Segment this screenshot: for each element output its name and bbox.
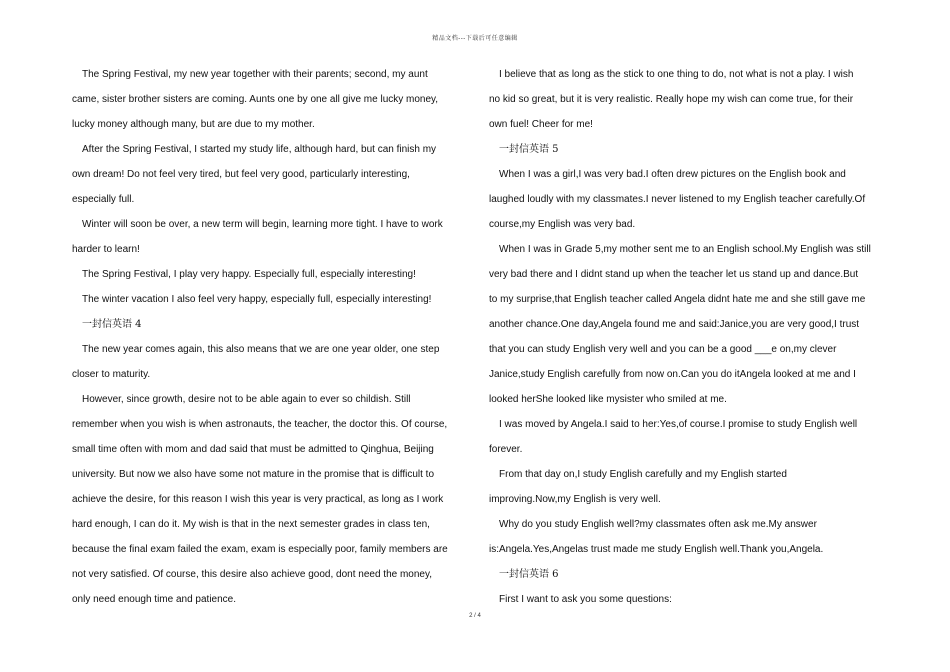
section-heading: 一封信英语 6 (499, 569, 559, 580)
paragraph-line: no kid so great, but it is very realistic. Really hope my wish can come true, for their (489, 94, 854, 105)
page-header: 精品文档---下载后可任意编辑 (432, 35, 518, 42)
paragraph-line: looked herShe looked like mysister who smiled at me. (489, 394, 727, 405)
paragraph-line: only need enough time and patience. (72, 594, 237, 605)
paragraph-line: From that day on,I study English carefully and my English started (499, 469, 787, 480)
paragraph-line: When I was in Grade 5,my mother sent me to an English school.My English was still (499, 244, 871, 255)
paragraph-line: I believe that as long as the stick to one thing to do, not what is not a play. I wish (499, 69, 854, 80)
section-heading: 一封信英语 4 (82, 319, 142, 330)
paragraph-line: that you can study English very well and you can be a good ___e on,my clever (489, 344, 837, 355)
paragraph-line: However, since growth, desire not to be able again to ever so childish. Still (82, 394, 411, 405)
paragraph-line: came, sister brother sisters are coming. Aunts one by one all give me lucky money, (72, 94, 439, 105)
paragraph-line: laughed loudly with my classmates.I never listened to my English teacher carefully.Of (489, 194, 866, 205)
paragraph-line: not very satisfied. Of course, this desire also achieve good, dont need the money, (72, 569, 433, 580)
paragraph-line: because the final exam failed the exam, exam is especially poor, family members are (72, 544, 448, 555)
paragraph-line: very bad there and I didnt stand up when the teacher let us stand up and dance.But (489, 269, 859, 280)
paragraph-line: The new year comes again, this also means that we are one year older, one step (82, 344, 440, 355)
paragraph-line: to my surprise,that English teacher called Angela didnt hate me and she still gave me (489, 294, 866, 305)
paragraph-line: course,my English was very bad. (489, 219, 636, 230)
paragraph-line: achieve the desire, for this reason I wish this year is very practical, as long as I work (72, 494, 444, 505)
right-column (489, 62, 881, 612)
paragraph-line: lucky money although many, but are due to my mother. (72, 119, 315, 130)
section-heading: 一封信英语 5 (499, 144, 559, 155)
paragraph-line: is:Angela.Yes,Angelas trust made me study English well.Thank you,Angela. (489, 544, 824, 555)
paragraph-line: The Spring Festival, I play very happy. Especially full, especially interesting! (82, 269, 416, 280)
paragraph-line: especially full. (72, 194, 135, 205)
paragraph-line: Why do you study English well?my classmates often ask me.My answer (499, 519, 817, 530)
paragraph-line: forever. (489, 444, 523, 455)
paragraph-line: university. But now we also have some not mature in the promise that is difficult to (72, 469, 435, 480)
paragraph-line: Janice,study English carefully from now on.Can you do itAngela looked at me and I (489, 369, 856, 380)
page-number: 2 / 4 (469, 613, 481, 619)
paragraph-line: own fuel! Cheer for me! (489, 119, 593, 130)
paragraph-line: When I was a girl,I was very bad.I often drew pictures on the English book and (499, 169, 846, 180)
paragraph-line: The Spring Festival, my new year together with their parents; second, my aunt (82, 69, 428, 80)
paragraph-line: own dream! Do not feel very tired, but feel very good, particularly interesting, (72, 169, 410, 180)
paragraph-line: remember when you wish is when astronauts, the teacher, the doctor this. Of course, (72, 419, 448, 430)
paragraph-line: another chance.One day,Angela found me and said:Janice,you are very good,I trust (489, 319, 860, 330)
paragraph-line: I was moved by Angela.I said to her:Yes,of course.I promise to study English well (499, 419, 858, 430)
paragraph-line: First I want to ask you some questions: (499, 594, 672, 605)
paragraph-line: The winter vacation I also feel very happy, especially full, especially interesting! (82, 294, 432, 305)
paragraph-line: small time often with mom and dad said that must be admitted to Qinghua, Beijing (72, 444, 434, 455)
paragraph-line: After the Spring Festival, I started my study life, although hard, but can finish my (82, 144, 437, 155)
left-column (72, 62, 460, 612)
paragraph-line: Winter will soon be over, a new term will begin, learning more tight. I have to work (82, 219, 443, 230)
paragraph-line: improving.Now,my English is very well. (489, 494, 661, 505)
paragraph-line: harder to learn! (72, 244, 140, 255)
paragraph-line: closer to maturity. (72, 369, 151, 380)
paragraph-line: hard enough, I can do it. My wish is that in the next semester grades in class ten, (72, 519, 430, 530)
